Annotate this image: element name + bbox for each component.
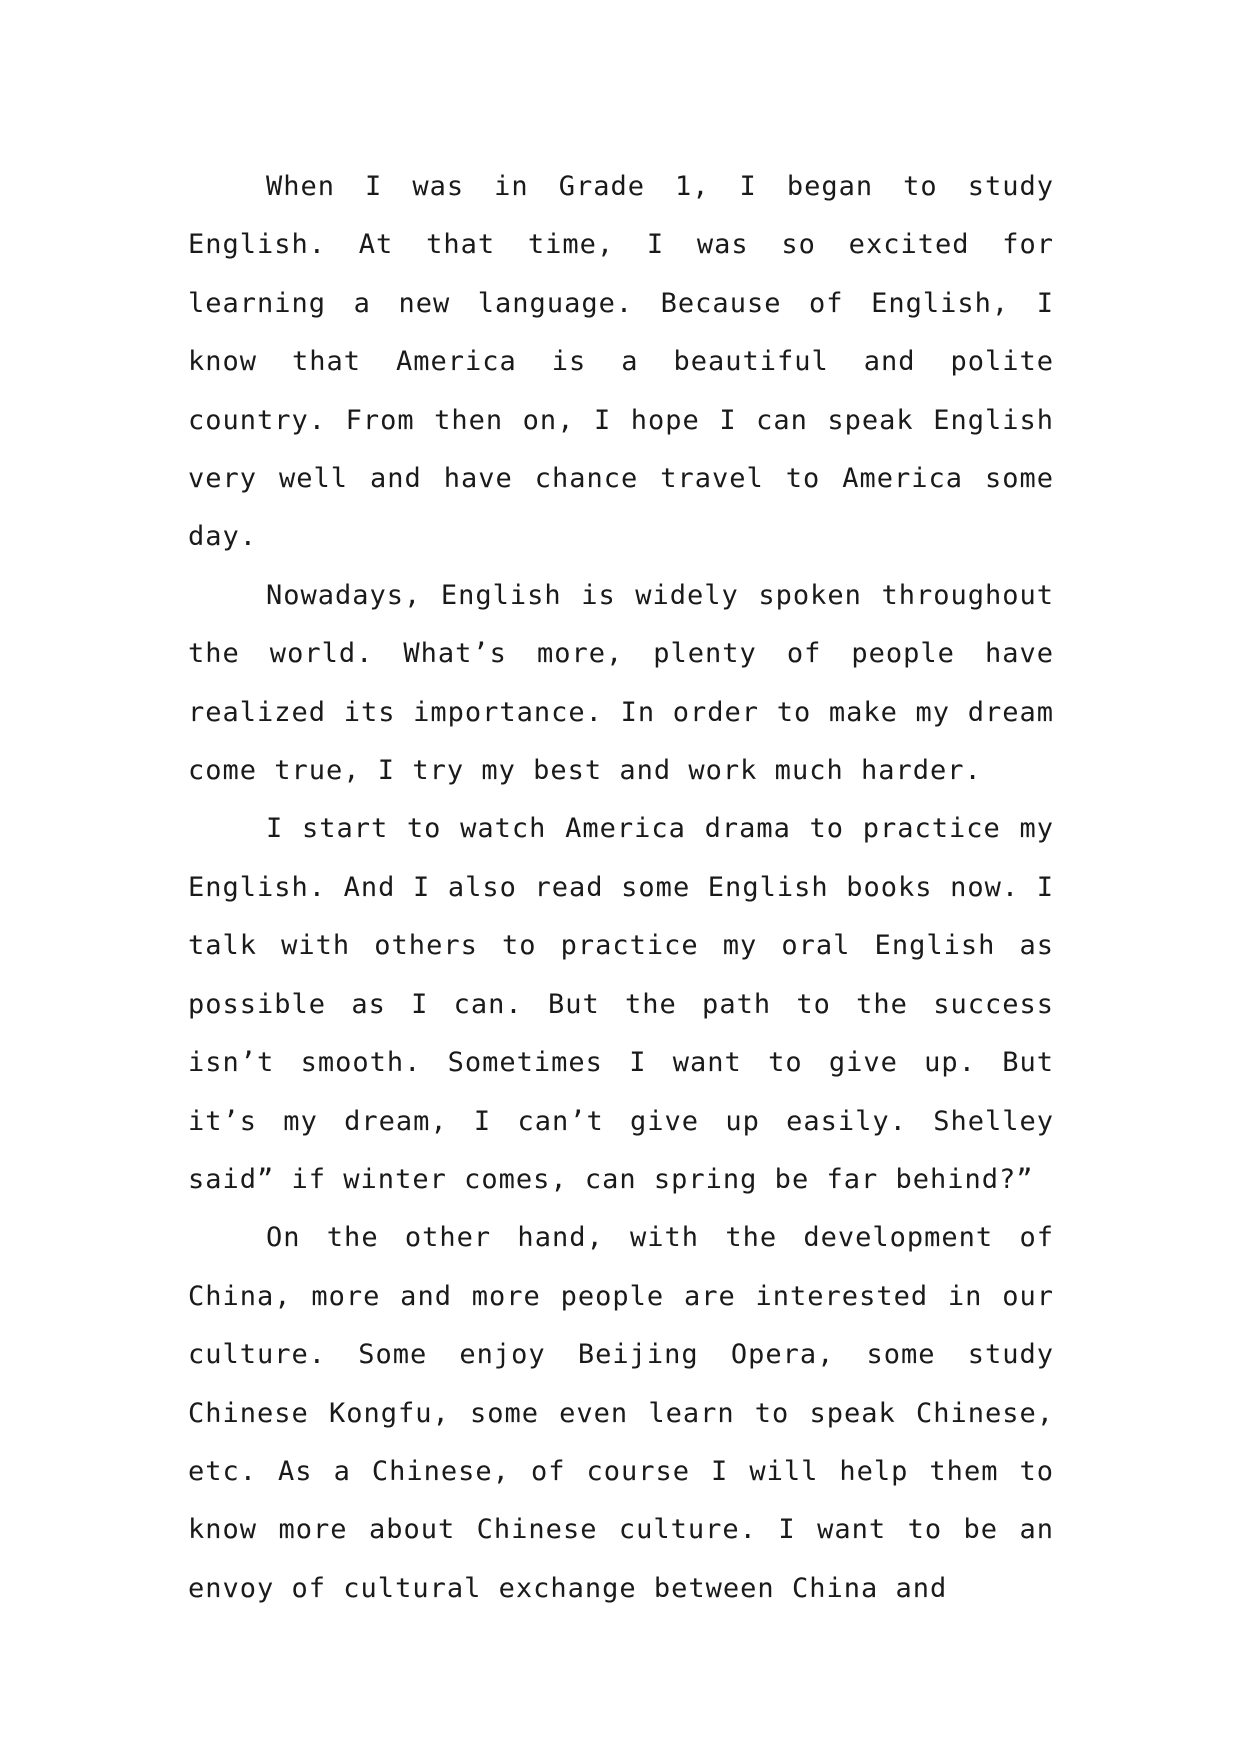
paragraph-2: Nowadays, English is widely spoken throughout the world. What’s more, plenty of people have realized its importance. In order to make my dream come true, I try my best and work much harder. [188, 579, 1054, 787]
paragraph-4: On the other hand, with the development of China, more and more people are interested in our culture. Some enjoy Beijing Opera, some study Chinese Kongfu, some even learn to speak Chinese, etc. As a Chinese, of course I will help them to know more about Chinese culture. I want to be an envoy of cultural exchange between China and [188, 1222, 1054, 1604]
essay-body [188, 158, 1054, 1618]
paragraph-3: I start to watch America drama to practice my English. And I also read some English books now. I talk with others to practice my oral English as possible as I can. But the path to the success isn’t smooth. Sometimes I want to give up. But it’s my dream, I can’t give up easily. Shelley said” if winter comes, can spring be far behind?” [188, 813, 1054, 1195]
paragraph-1: When I was in Grade 1, I began to study English. At that time, I was so excited for learning a new language. Because of English, I know that America is a beautiful and polite country. From then on, I hope I can speak English very well and have chance travel to America some day. [188, 171, 1054, 553]
